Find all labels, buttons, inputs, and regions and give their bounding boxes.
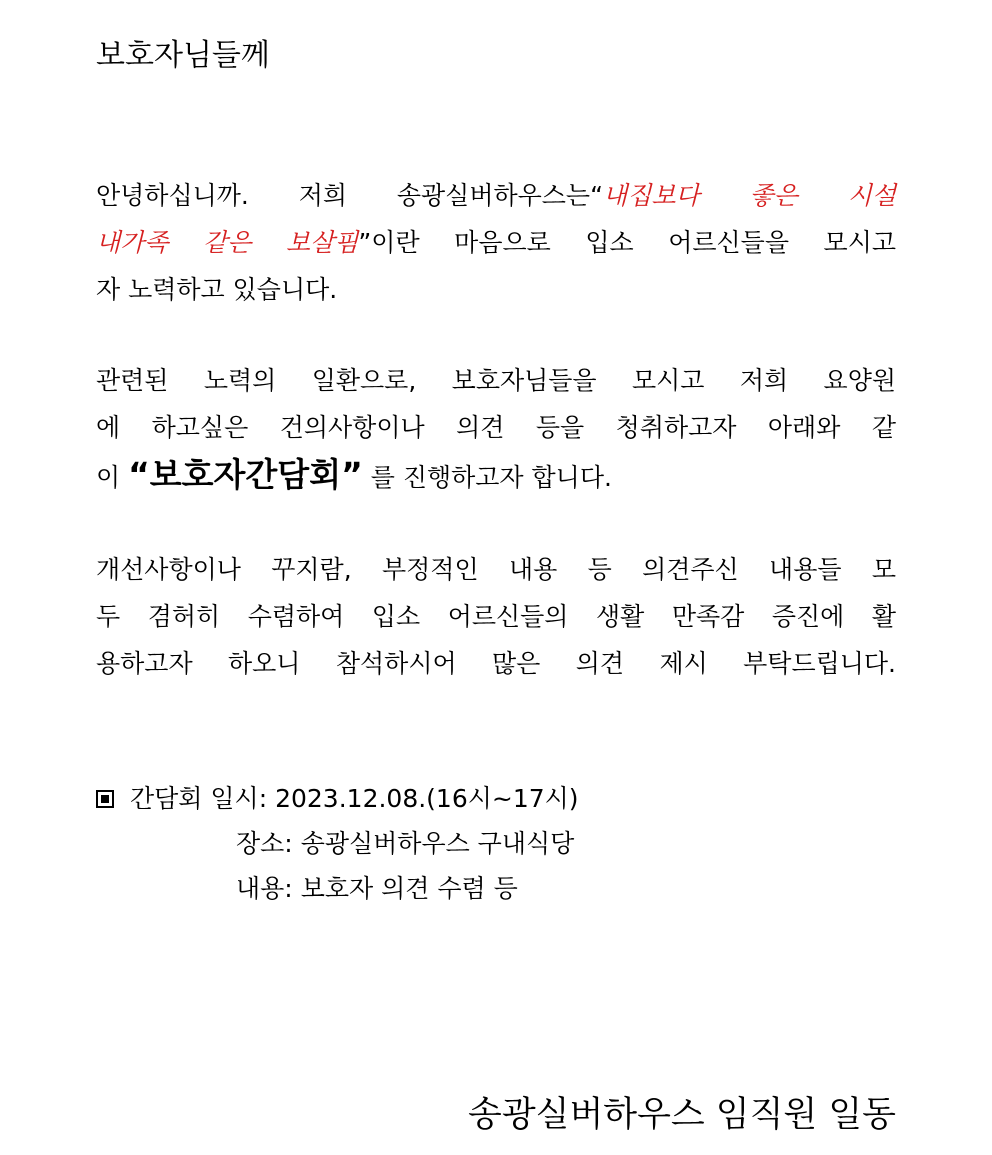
slogan-highlight-family: 내가족 같은 보살핌 [96, 228, 359, 257]
paragraph-request-line-1: 개선사항이나 꾸지람, 부정적인 내용 등 의견주신 내용들 모 [96, 555, 896, 584]
paragraph-request-line-3: 용하고자 하오니 참석하시어 많은 의견 제시 부탁드립니다. [96, 649, 896, 678]
paragraph-purpose [96, 357, 896, 501]
paragraph-intro-line-1: 안녕하십니까. 저희 송광실버하우스는“내집보다 좋은 시설 [96, 181, 896, 210]
date-label: 일시: [210, 784, 268, 813]
details-heading: 간담회 [130, 784, 203, 813]
slogan-highlight-facility: 보다 좋은 시설 [651, 181, 896, 210]
event-title: “보호자간담회” [128, 455, 363, 494]
signature: 송광실버하우스 임직원 일동 [468, 1095, 896, 1135]
detail-row-place [96, 821, 579, 866]
paragraph-request-line-2: 두 겸허히 수렴하여 입소 어르신들의 생활 만족감 증진에 활 [96, 602, 896, 631]
salutation: 보호자님들께 [96, 38, 270, 73]
paragraph-request [96, 546, 896, 687]
paragraph-intro-line-2: 내가족 같은 보살핌”이란 마음으로 입소 어르신들을 모시고 [96, 228, 896, 257]
square-bullet-icon [96, 790, 114, 808]
paragraph-purpose-line-2: 에 하고싶은 건의사항이나 의견 등을 청취하고자 아래와 같 [96, 413, 896, 442]
paragraph-intro-line-3: 자 노력하고 있습니다. [96, 275, 338, 304]
slogan-highlight-home: 내집 [603, 181, 652, 210]
content-label: 내용: [236, 874, 293, 903]
paragraph-purpose-line-3: 이 “보호자간담회” 를 진행하고자 합니다. [96, 455, 612, 494]
place-value: 송광실버하우스 구내식당 [300, 829, 575, 858]
date-value: 2023.12.08.(16시~17시) [275, 784, 579, 813]
meeting-details [96, 776, 579, 911]
detail-row-content [96, 866, 579, 911]
place-label: 장소: [236, 829, 293, 858]
paragraph-purpose-line-1: 관련된 노력의 일환으로, 보호자님들을 모시고 저희 요양원 [96, 366, 896, 395]
detail-row-date [96, 776, 579, 821]
paragraph-intro [96, 172, 896, 313]
content-value: 보호자 의견 수렴 등 [300, 874, 518, 903]
